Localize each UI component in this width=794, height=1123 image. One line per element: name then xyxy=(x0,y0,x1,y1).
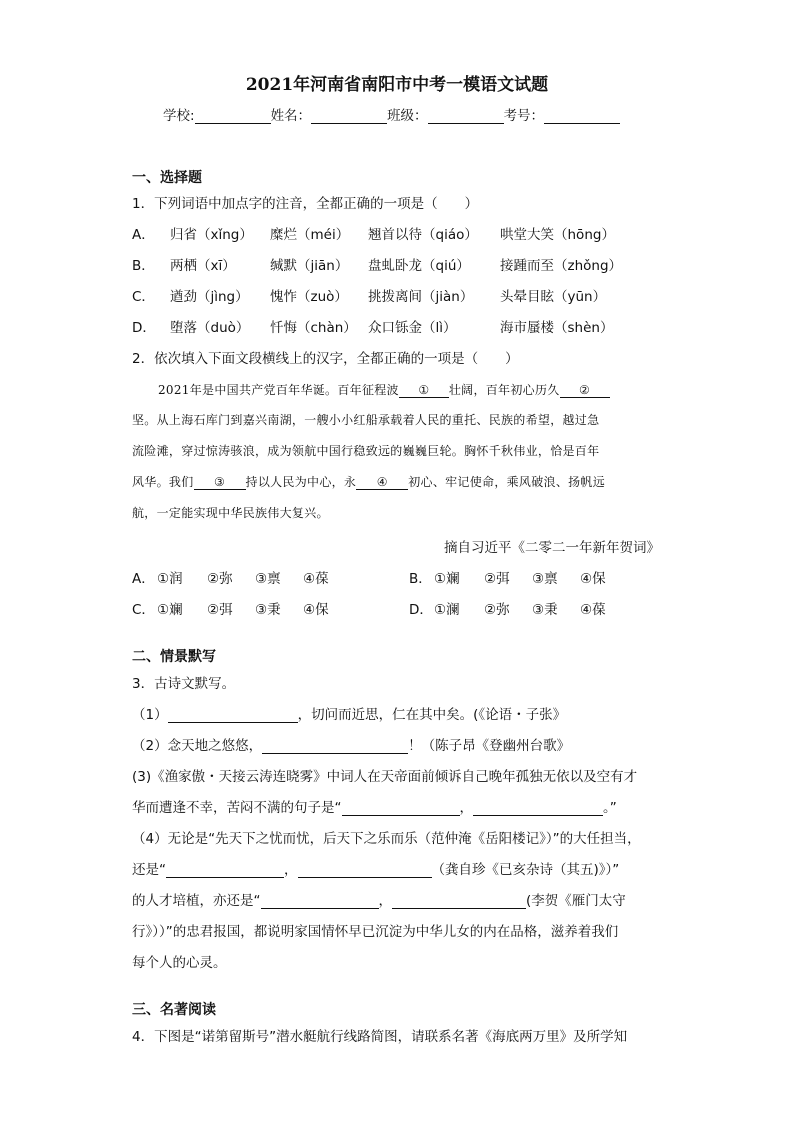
name-field[interactable] xyxy=(311,109,387,124)
section-heading-dictation: 二、情景默写 xyxy=(132,649,216,665)
q1-option-b[interactable]: B． 两栖（xī） 缄默（jiān） 盘虬卧龙（qiú） 接踵而至（zhǒng） xyxy=(132,258,623,274)
class-label: 班级： xyxy=(387,108,428,124)
q2-option-d[interactable]: D．①澜 ②弥 ③秉 ④葆 xyxy=(409,602,606,618)
q1-option-a[interactable]: A． 归省（xǐng） 糜烂（méi） 翘首以待（qiáo） 哄堂大笑（hōng） xyxy=(132,227,615,243)
q2-option-b[interactable]: B． ①斓 ②弭 ③禀 ④保 xyxy=(409,571,606,587)
dictation-line-4d: 行》））”的忠君报国，都说明家国情怀早已沉淀为中华儿女的内在品格，滋养着我们 xyxy=(132,924,619,940)
dictation-blank-7[interactable] xyxy=(261,894,379,909)
section-heading-classics: 三、名著阅读 xyxy=(132,1002,216,1018)
dictation-blank-6[interactable] xyxy=(298,863,432,878)
class-field[interactable] xyxy=(428,109,504,124)
dictation-line-3b: 华而遭逢不幸，苦闷不满的句子是“ ， 。” xyxy=(132,800,617,816)
q1-option-d[interactable]: D． 堕落（duò） 忏悔（chàn） 众口铄金（lì） 海市蜃楼（shèn） xyxy=(132,320,614,336)
passage-line-1: 2021年是中国共产党百年华诞。百年征程波 ① 壮阔，百年初心历久 ② xyxy=(158,381,610,398)
q2-option-c[interactable]: C． ①斓 ②弭 ③秉 ④保 xyxy=(132,602,329,618)
blank-2[interactable]: ② xyxy=(560,383,610,398)
name-label: 姓名： xyxy=(270,108,312,124)
q1-option-c[interactable]: C． 遒劲（jìng） 愧怍（zuò） 挑拨离间（jiàn） 头晕目眩（yūn） xyxy=(132,289,607,305)
blank-1[interactable]: ① xyxy=(399,383,449,398)
school-label: 学校: xyxy=(163,108,195,124)
question-2-stem: 2．依次填入下面文段横线上的汉字，全都正确的一项是（ ） xyxy=(132,351,519,367)
passage-source: 摘自习近平《二零二一年新年贺词》 xyxy=(444,540,660,556)
dictation-line-4a: （4）无论是“先天下之忧而忧，后天下之乐而乐（范仲淹《岳阳楼记》）”的大任担当， xyxy=(132,831,641,847)
passage-line-4: 风华。我们 ③ 持以人民为中心，永 ④ 初心、牢记使命，乘风破浪、扬帆远 xyxy=(132,475,606,489)
passage-line-3: 流险滩，穿过惊涛骇浪，成为领航中国行稳致远的巍巍巨轮。胸怀千秋伟业，恰是百年 xyxy=(132,444,600,458)
q2-option-a[interactable]: A． ①润 ②弥 ③禀 ④葆 xyxy=(132,571,329,587)
passage-line-5: 航，一定能实现中华民族伟大复兴。 xyxy=(132,506,329,520)
dictation-blank-3[interactable] xyxy=(342,801,460,816)
dictation-line-4e: 每个人的心灵。 xyxy=(132,955,227,971)
student-info-line xyxy=(163,104,620,124)
dictation-blank-1[interactable] xyxy=(168,708,298,723)
page-title: 2021年河南省南阳市中考一模语文试题 xyxy=(245,75,549,95)
dictation-blank-5[interactable] xyxy=(166,863,284,878)
dictation-line-3a: (3)《渔家傲・天接云涛连晓雾》中词人在天帝面前倾诉自己晚年孤独无依以及空有才 xyxy=(132,769,638,785)
passage-line-2: 坚。从上海石库门到嘉兴南湖，一艘小小红船承载着人民的重托、民族的希望，越过急 xyxy=(132,413,600,427)
question-3-stem: 3．古诗文默写。 xyxy=(132,676,236,692)
exam-no-label: 考号： xyxy=(503,108,545,124)
dictation-blank-2[interactable] xyxy=(262,739,408,754)
dictation-line-2: （2）念天地之悠悠， ！（陈子昂《登幽州台歌》 xyxy=(132,738,571,754)
question-1-stem: 1．下列词语中加点字的注音，全都正确的一项是（ ） xyxy=(132,196,479,212)
dictation-blank-4[interactable] xyxy=(473,801,603,816)
dictation-line-4c: 的人才培植，亦还是“ ， (李贺《雁门太守 xyxy=(132,893,626,909)
dictation-line-1: （1） ，切问而近思，仁在其中矣。(《论语・子张》 xyxy=(132,707,567,723)
blank-3[interactable]: ③ xyxy=(194,475,246,490)
dictation-blank-8[interactable] xyxy=(392,894,526,909)
question-4-stem: 4．下图是“诺第留斯号”潜水艇航行线路简图，请联系名著《海底两万里》及所学知 xyxy=(132,1029,628,1045)
dictation-line-4b: 还是“ ， （龚自珍《已亥杂诗（其五)》）” xyxy=(132,862,620,878)
school-field[interactable] xyxy=(195,109,271,124)
section-heading-choice: 一、选择题 xyxy=(132,170,202,186)
blank-4[interactable]: ④ xyxy=(356,475,408,490)
exam-no-field[interactable] xyxy=(544,109,620,124)
